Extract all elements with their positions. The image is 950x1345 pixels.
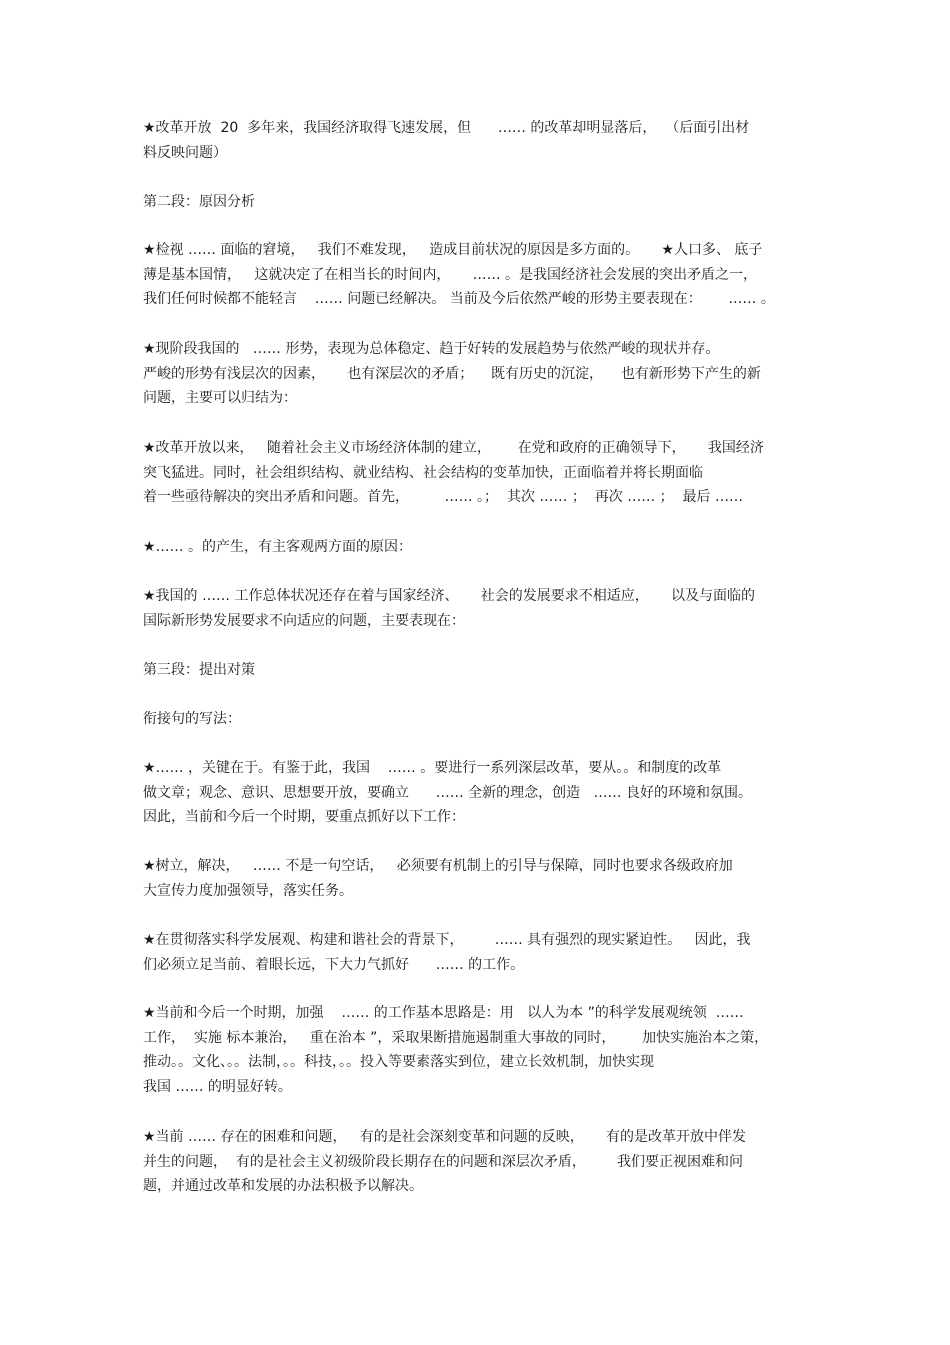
text-line: ★当前 …… 存在的困难和问题， 有的是社会深刻变革和问题的反映， 有的是改革开放中伴发 bbox=[143, 1129, 747, 1145]
text-line: 因此，当前和今后一个时期，要重点抓好以下工作： bbox=[143, 809, 465, 825]
text-line: 问题，主要可以归结为： bbox=[143, 390, 297, 406]
text-line: 衔接句的写法： bbox=[143, 711, 241, 727]
text-line: 们必须立足当前、着眼长远，下大力气抓好 …… 的工作。 bbox=[143, 956, 525, 973]
paragraph-12 bbox=[143, 928, 813, 977]
text-line: 第三段：提出对策 bbox=[143, 662, 255, 678]
text-line: ★当前和今后一个时期，加强 …… 的工作基本思路是：用 以人为本 ”的科学发展观统领 …… bbox=[143, 1005, 744, 1021]
text-line: 第二段：原因分析 bbox=[143, 194, 255, 210]
paragraph-3 bbox=[143, 238, 813, 312]
text-line: 薄是基本国情， 这就决定了在相当长的时间内， …… 。是我国经济社会发展的突出矛盾之一， bbox=[143, 266, 758, 283]
text-line: 我们任何时候都不能轻言 …… 问题已经解决。 当前及今后依然严峻的形势主要表现在： …… 。 bbox=[143, 291, 775, 307]
paragraph-4 bbox=[143, 337, 813, 411]
paragraph-5 bbox=[143, 436, 813, 510]
text-line: 大宣传力度加强领导，落实任务。 bbox=[143, 882, 353, 899]
text-line: ★我国的 …… 工作总体状况还存在着与国家经济、 社会的发展要求不相适应， 以及与面临的 bbox=[143, 588, 755, 604]
text-line: 料反映问题） bbox=[143, 144, 227, 161]
text-line: ★改革开放 20 多年来，我国经济取得飞速发展，但 …… 的改革却明显落后， （后面引出材 bbox=[143, 120, 750, 136]
text-line: 工作， 实施 标本兼治， 重在治本 ”，采取果断措施遏制重大事故的同时， 加快实施治本之策， bbox=[143, 1029, 769, 1046]
text-line: 并生的问题， 有的是社会主义初级阶段长期存在的问题和深层次矛盾， 我们要正视困难和问 bbox=[143, 1153, 744, 1170]
text-line: 国际新形势发展要求不向适应的问题，主要表现在： bbox=[143, 612, 465, 629]
paragraph-14 bbox=[143, 1125, 813, 1199]
paragraph-11 bbox=[143, 854, 813, 903]
paragraph-13 bbox=[143, 1001, 813, 1099]
text-line: 题，并通过改革和发展的办法积极予以解决。 bbox=[143, 1178, 423, 1194]
paragraph-1 bbox=[143, 116, 813, 165]
text-line: ★在贯彻落实科学发展观、构建和谐社会的背景下， …… 具有强烈的现实紧迫性。 因此，我 bbox=[143, 932, 751, 948]
subheading-transition bbox=[143, 707, 813, 732]
section-heading-3 bbox=[143, 658, 813, 683]
paragraph-7 bbox=[143, 584, 813, 633]
text-line: ★改革开放以来， 随着社会主义市场经济体制的建立， 在党和政府的正确领导下， 我国经济 bbox=[143, 440, 764, 456]
text-line: 严峻的形势有浅层次的因素， 也有深层次的矛盾； 既有历史的沉淀， 也有新形势下产生的新 bbox=[143, 365, 761, 382]
section-heading-2 bbox=[143, 190, 813, 215]
paragraph-6 bbox=[143, 535, 813, 560]
text-line: 突飞猛进。同时，社会组织结构、就业结构、社会结构的变革加快，正面临着并将长期面临 bbox=[143, 464, 703, 481]
text-line: ★检视 …… 面临的窘境， 我们不难发现， 造成目前状况的原因是多方面的。 ★人口多、 底子 bbox=[143, 242, 763, 258]
text-line: 我国 …… 的明显好转。 bbox=[143, 1078, 292, 1095]
paragraph-10 bbox=[143, 756, 813, 830]
text-line: 着一些亟待解决的突出矛盾和问题。首先， …… 。； 其次 …… ； 再次 …… ； 最后 …… bbox=[143, 489, 744, 505]
text-line: ★…… 。的产生，有主客观两方面的原因： bbox=[143, 539, 412, 555]
text-line: 做文章；观念、意识、思想要开放，要确立 …… 全新的理念，创造 …… 良好的环境和氛围。 bbox=[143, 784, 752, 801]
text-line: 推动。。文化、。。法制，。。科技，。。投入等要素落实到位，建立长效机制，加快实现 bbox=[143, 1054, 654, 1070]
text-line: ★树立，解决， …… 不是一句空话， 必须要有机制上的引导与保障，同时也要求各级政府加 bbox=[143, 858, 733, 874]
text-line: ★现阶段我国的 …… 形势，表现为总体稳定、趋于好转的发展趋势与依然严峻的现状并存。 bbox=[143, 341, 720, 357]
text-line: ★…… ，关键在于。有鉴于此，我国 …… 。要进行一系列深层改革，要从。。和制度的改革 bbox=[143, 760, 722, 776]
